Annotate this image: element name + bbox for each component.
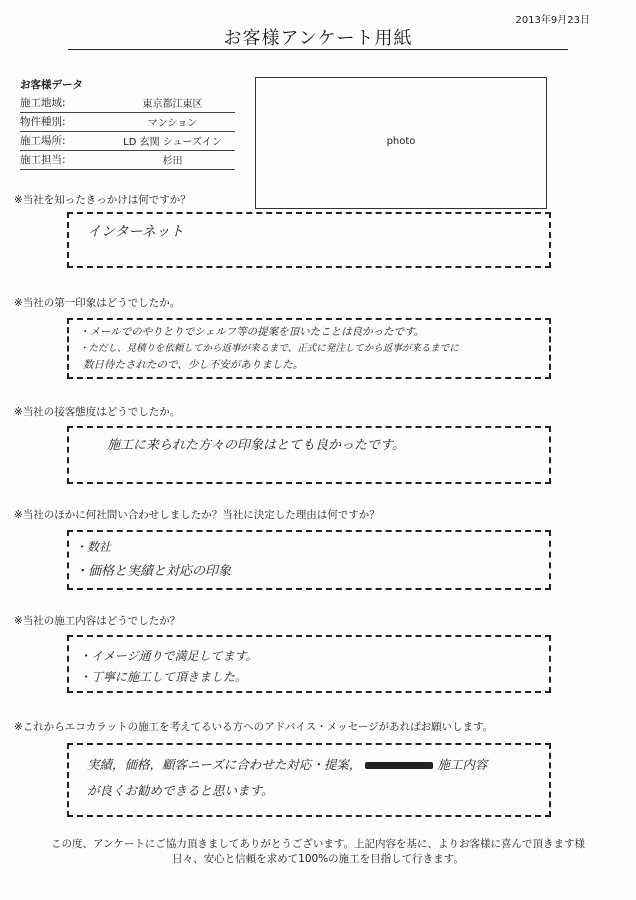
answer-line: ・価格と実績と対応の印象 <box>75 564 232 579</box>
survey-date: 2013年9月23日 <box>515 15 590 26</box>
question-4: ※当社のほかに何社問い合わせしましたか？当社に決定した理由は何ですか？ <box>14 509 380 521</box>
info-value: LD 玄関 シューズイン <box>123 137 222 148</box>
answer-line: ・数社 <box>75 540 112 554</box>
answer-text: 施工内容 <box>437 757 488 772</box>
photo-placeholder <box>255 77 547 209</box>
info-value: 杉田 <box>162 156 183 167</box>
info-row-staff <box>20 151 235 170</box>
answer-line: インターネット <box>87 224 184 240</box>
redaction-scribble <box>365 762 433 769</box>
footer-line-1: この度、アンケートにご協力頂きましてありがとうございます。上記内容を基に、よりお客様に喜んで頂きます様 <box>50 838 586 850</box>
answer-box-1 <box>67 212 551 268</box>
photo-label: photo <box>386 136 416 147</box>
info-value: マンション <box>147 118 198 129</box>
question-2: ※当社の第一印象はどうでしたか。 <box>14 297 181 309</box>
answer-text: 実績，価格，顧客ニーズに合わせた対応・提案， <box>87 757 362 772</box>
answer-line: ・メールでのやりとりでシェルフ等の提案を頂いたことは良かったです。 <box>79 326 425 338</box>
answer-box-4 <box>67 530 551 590</box>
info-row-property-type <box>20 113 235 132</box>
answer-line: が良くお勧めできると思います。 <box>87 783 274 798</box>
footer-line-2: 日々、安心と信頼を求めて100%の施工を目指して行きます。 <box>172 853 464 865</box>
info-value: 東京都江東区 <box>142 99 203 110</box>
answer-box-5 <box>67 635 551 693</box>
title-underline <box>68 49 568 50</box>
answer-box-3 <box>67 426 551 484</box>
question-6: ※これからエコカラットの施工を考えてるいる方へのアドバイス・メッセージがあればお願いします。 <box>14 721 494 733</box>
answer-line: ・丁寧に施工して頂きました。 <box>79 670 248 684</box>
info-label: 施工地域: <box>20 97 66 109</box>
question-1: ※当社を知ったきっかけは何ですか？ <box>14 194 191 206</box>
info-row-location <box>20 132 235 151</box>
info-label: 施工担当: <box>20 154 66 166</box>
page-title: お客様アンケート用紙 <box>223 28 413 49</box>
info-label: 施工場所: <box>20 135 66 147</box>
answer-box-2 <box>67 318 551 379</box>
answer-box-6 <box>67 743 551 817</box>
answer-line: ・ただし、見積りを依頼してから返事が来るまで、正式に発注してから返事が来るまでに <box>79 343 459 354</box>
question-5: ※当社の施工内容はどうでしたか？ <box>14 615 181 627</box>
customer-data-heading: お客様データ <box>20 79 83 91</box>
question-3: ※当社の接客態度はどうでしたか。 <box>14 406 181 418</box>
info-label: 物件種別: <box>20 116 66 128</box>
answer-line: 数日待たされたので、少し不安がありました。 <box>83 359 304 371</box>
answer-line <box>87 755 487 773</box>
answer-line: 施工に来られた方々の印象はとても良かったです。 <box>107 438 405 453</box>
info-row-area <box>20 94 235 113</box>
answer-line: ・イメージ通りで満足してます。 <box>79 649 258 663</box>
